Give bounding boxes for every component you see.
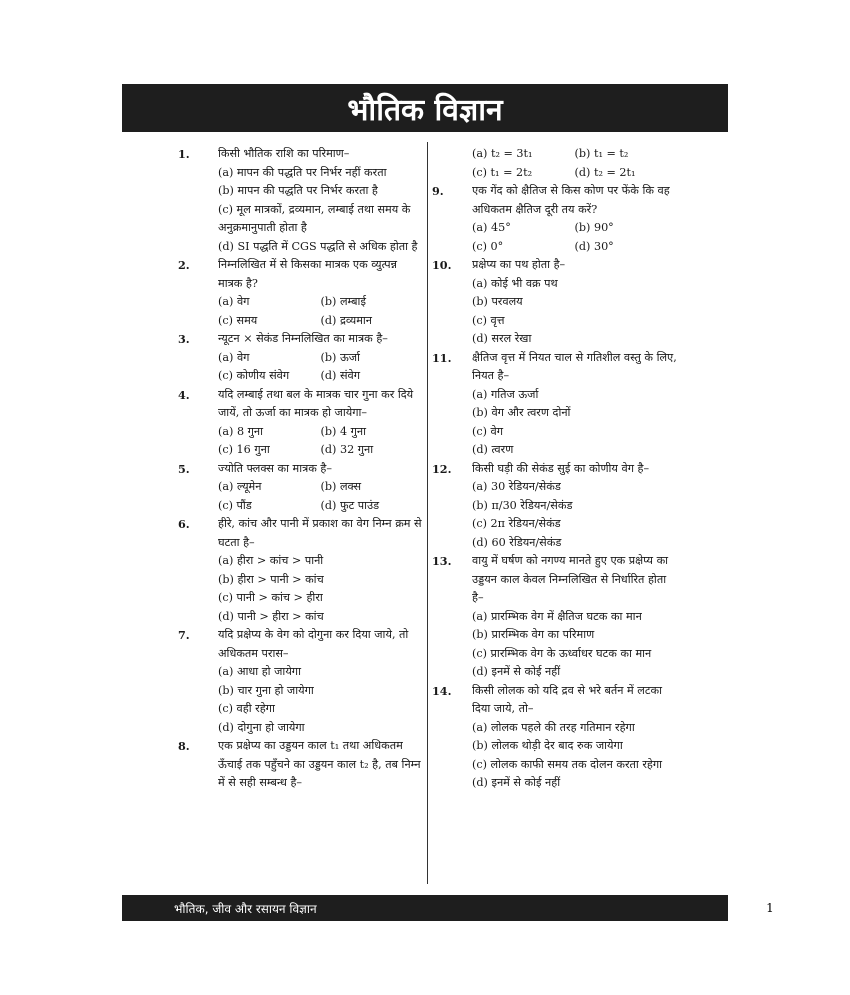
option: (a) कोई भी वक्र पथ	[472, 276, 558, 290]
option: (c) प्रारम्भिक वेग के ऊर्ध्वाधर घटक का मान	[472, 646, 652, 660]
option: (a) वेग	[218, 350, 250, 364]
question-4	[178, 386, 423, 460]
option: (b) लक्स	[320, 480, 362, 493]
option: (b) परवलय	[472, 295, 523, 308]
question-12	[432, 460, 677, 553]
option: (c) 0°	[472, 239, 504, 253]
option: (b) ऊर्जा	[320, 350, 360, 364]
option: (d) इनमें से कोई नहीं	[472, 665, 561, 678]
question-number: 14.	[432, 683, 452, 698]
option: (b) π/30 रेडियन/सेकंड	[472, 498, 573, 512]
question-number: 3.	[178, 332, 190, 346]
right-column	[432, 145, 677, 793]
option: (a) हीरा > कांच > पानी	[218, 554, 324, 567]
option: (c) वृत्त	[472, 313, 505, 327]
option: (d) पानी > हीरा > कांच	[218, 609, 324, 623]
question-stem: एक प्रक्षेप्य का उड्डयन काल t₁ तथा अधिकतम ऊँचाई तक पहुँचने का उड्डयन काल t₂ है, तब निम्न में से सही सम्बन्ध है–	[218, 739, 421, 789]
question-number: 11.	[432, 350, 452, 365]
option: (b) 90°	[574, 221, 614, 234]
footer-book-title: भौतिक, जीव और रसायन विज्ञान	[174, 901, 317, 916]
question-number: 7.	[178, 628, 190, 642]
question-8-options	[432, 145, 677, 182]
option: (d) 60 रेडियन/सेकंड	[472, 535, 562, 549]
option: (a) ल्यूमेन	[218, 480, 262, 493]
question-5	[178, 460, 423, 516]
option: (b) वेग और त्वरण दोनों	[472, 406, 571, 419]
question-9	[432, 182, 677, 256]
question-number: 12.	[432, 461, 452, 476]
option: (b) प्रारम्भिक वेग का परिमाण	[472, 628, 595, 641]
question-stem: किसी घड़ी की सेकंड सुई का कोणीय वेग है–	[472, 461, 650, 475]
option: (a) वेग	[218, 295, 250, 308]
option: (d) 30°	[574, 239, 614, 253]
question-number: 10.	[432, 258, 452, 272]
option: (d) संवेग	[320, 369, 361, 382]
option: (a) प्रारम्भिक वेग में क्षैतिज घटक का मान	[472, 609, 642, 623]
question-stem: यदि लम्बाई तथा बल के मात्रक चार गुना कर दिये जायें, तो ऊर्जा का मात्रक हो जायेगा–	[218, 387, 414, 419]
option: (c) समय	[218, 313, 258, 327]
question-stem: न्यूटन × सेकंड निम्नलिखित का मात्रक है–	[218, 332, 388, 345]
option: (a) गतिज ऊर्जा	[472, 387, 539, 401]
option: (c) लोलक काफी समय तक दोलन करता रहेगा	[472, 757, 663, 771]
question-stem: वायु में घर्षण को नगण्य मानते हुए एक प्रक्षेप्य का उड्डयन काल केवल निम्नलिखित से निर्धारित होता है–	[472, 554, 669, 604]
option: (b) हीरा > पानी > कांच	[218, 572, 324, 586]
question-stem: हीरे, कांच और पानी में प्रकाश का वेग निम्न क्रम से घटता है–	[218, 517, 422, 549]
option: (b) चार गुना हो जायेगा	[218, 683, 314, 697]
page-title: भौतिक विज्ञान	[122, 84, 728, 132]
option: (c) 2π रेडियन/सेकंड	[472, 517, 561, 530]
question-11	[432, 349, 677, 460]
option: (d) SI पद्धति में CGS पद्धति से अधिक होता है	[218, 239, 418, 253]
question-stem: किसी लोलक को यदि द्रव से भरे बर्तन में लटका दिया जाये, तो–	[472, 683, 662, 715]
option: (a) 45°	[472, 221, 511, 234]
option: (b) लोलक थोड़ी देर बाद रुक जायेगा	[472, 739, 623, 752]
option: (b) लम्बाई	[320, 295, 366, 308]
question-stem: निम्नलिखित में से किसका मात्रक एक व्युत्पन्न मात्रक है?	[218, 258, 397, 290]
option: (a) मापन की पद्धति पर निर्भर नहीं करता	[218, 165, 387, 179]
question-stem: किसी भौतिक राशि का परिमाण–	[218, 147, 350, 160]
page-footer	[122, 895, 774, 921]
question-stem: ज्योति फ्लक्स का मात्रक है–	[218, 461, 332, 475]
option: (b) 4 गुना	[320, 424, 367, 438]
option: (a) आधा हो जायेगा	[218, 665, 302, 678]
option: (a) लोलक पहले की तरह गतिमान रहेगा	[472, 720, 635, 734]
question-number: 1.	[178, 147, 190, 161]
option: (d) फुट पाउंड	[320, 498, 380, 512]
question-stem: क्षैतिज वृत्त में नियत चाल से गतिशील वस्तु के लिए, नियत है–	[472, 350, 677, 382]
option: (a) t₂ = 3t₁	[472, 147, 533, 160]
question-1	[178, 145, 423, 256]
question-stem: एक गेंद को क्षैतिज से किस कोण पर फेंके कि वह अधिकतम क्षैतिज दूरी तय करें?	[472, 184, 670, 216]
option: (d) दोगुना हो जायेगा	[218, 720, 305, 734]
option: (a) 30 रेडियन/सेकंड	[472, 480, 561, 493]
question-8	[178, 737, 423, 793]
question-number: 9.	[432, 184, 444, 198]
option: (d) 32 गुना	[320, 443, 374, 456]
option: (d) t₂ = 2t₁	[574, 165, 636, 179]
question-stem: प्रक्षेप्य का पथ होता है–	[472, 258, 566, 271]
question-2	[178, 256, 423, 330]
option: (c) पानी > कांच > हीरा	[218, 591, 323, 604]
question-number: 5.	[178, 461, 190, 476]
question-14	[432, 682, 677, 793]
question-6	[178, 515, 423, 626]
option: (a) 8 गुना	[218, 424, 264, 438]
question-3	[178, 330, 423, 386]
option: (b) मापन की पद्धति पर निर्भर करता है	[218, 184, 378, 197]
option: (d) द्रव्यमान	[320, 313, 372, 327]
question-number: 4.	[178, 387, 190, 402]
option: (d) सरल रेखा	[472, 332, 532, 345]
option: (c) वही रहेगा	[218, 702, 275, 715]
question-number: 2.	[178, 258, 190, 272]
column-divider	[427, 142, 428, 884]
question-number: 13.	[432, 554, 452, 568]
question-number: 8.	[178, 739, 190, 753]
option: (c) t₁ = 2t₂	[472, 165, 533, 179]
option: (d) त्वरण	[472, 443, 514, 456]
option: (c) कोणीय संवेग	[218, 369, 290, 382]
option: (c) 16 गुना	[218, 443, 270, 456]
option: (c) पौंड	[218, 498, 252, 512]
option: (c) वेग	[472, 424, 504, 438]
left-column	[178, 145, 423, 793]
question-number: 6.	[178, 517, 190, 531]
question-7	[178, 626, 423, 737]
option: (d) इनमें से कोई नहीं	[472, 776, 561, 789]
option: (c) मूल मात्रकों, द्रव्यमान, लम्बाई तथा समय के अनुक्रमानुपाती होता है	[218, 202, 411, 234]
page-number: 1	[759, 897, 781, 919]
question-10	[432, 256, 677, 349]
question-stem: यदि प्रक्षेप्य के वेग को दोगुना कर दिया जाये, तो अधिकतम परास–	[218, 628, 409, 660]
question-13	[432, 552, 677, 682]
option: (b) t₁ = t₂	[574, 147, 629, 160]
